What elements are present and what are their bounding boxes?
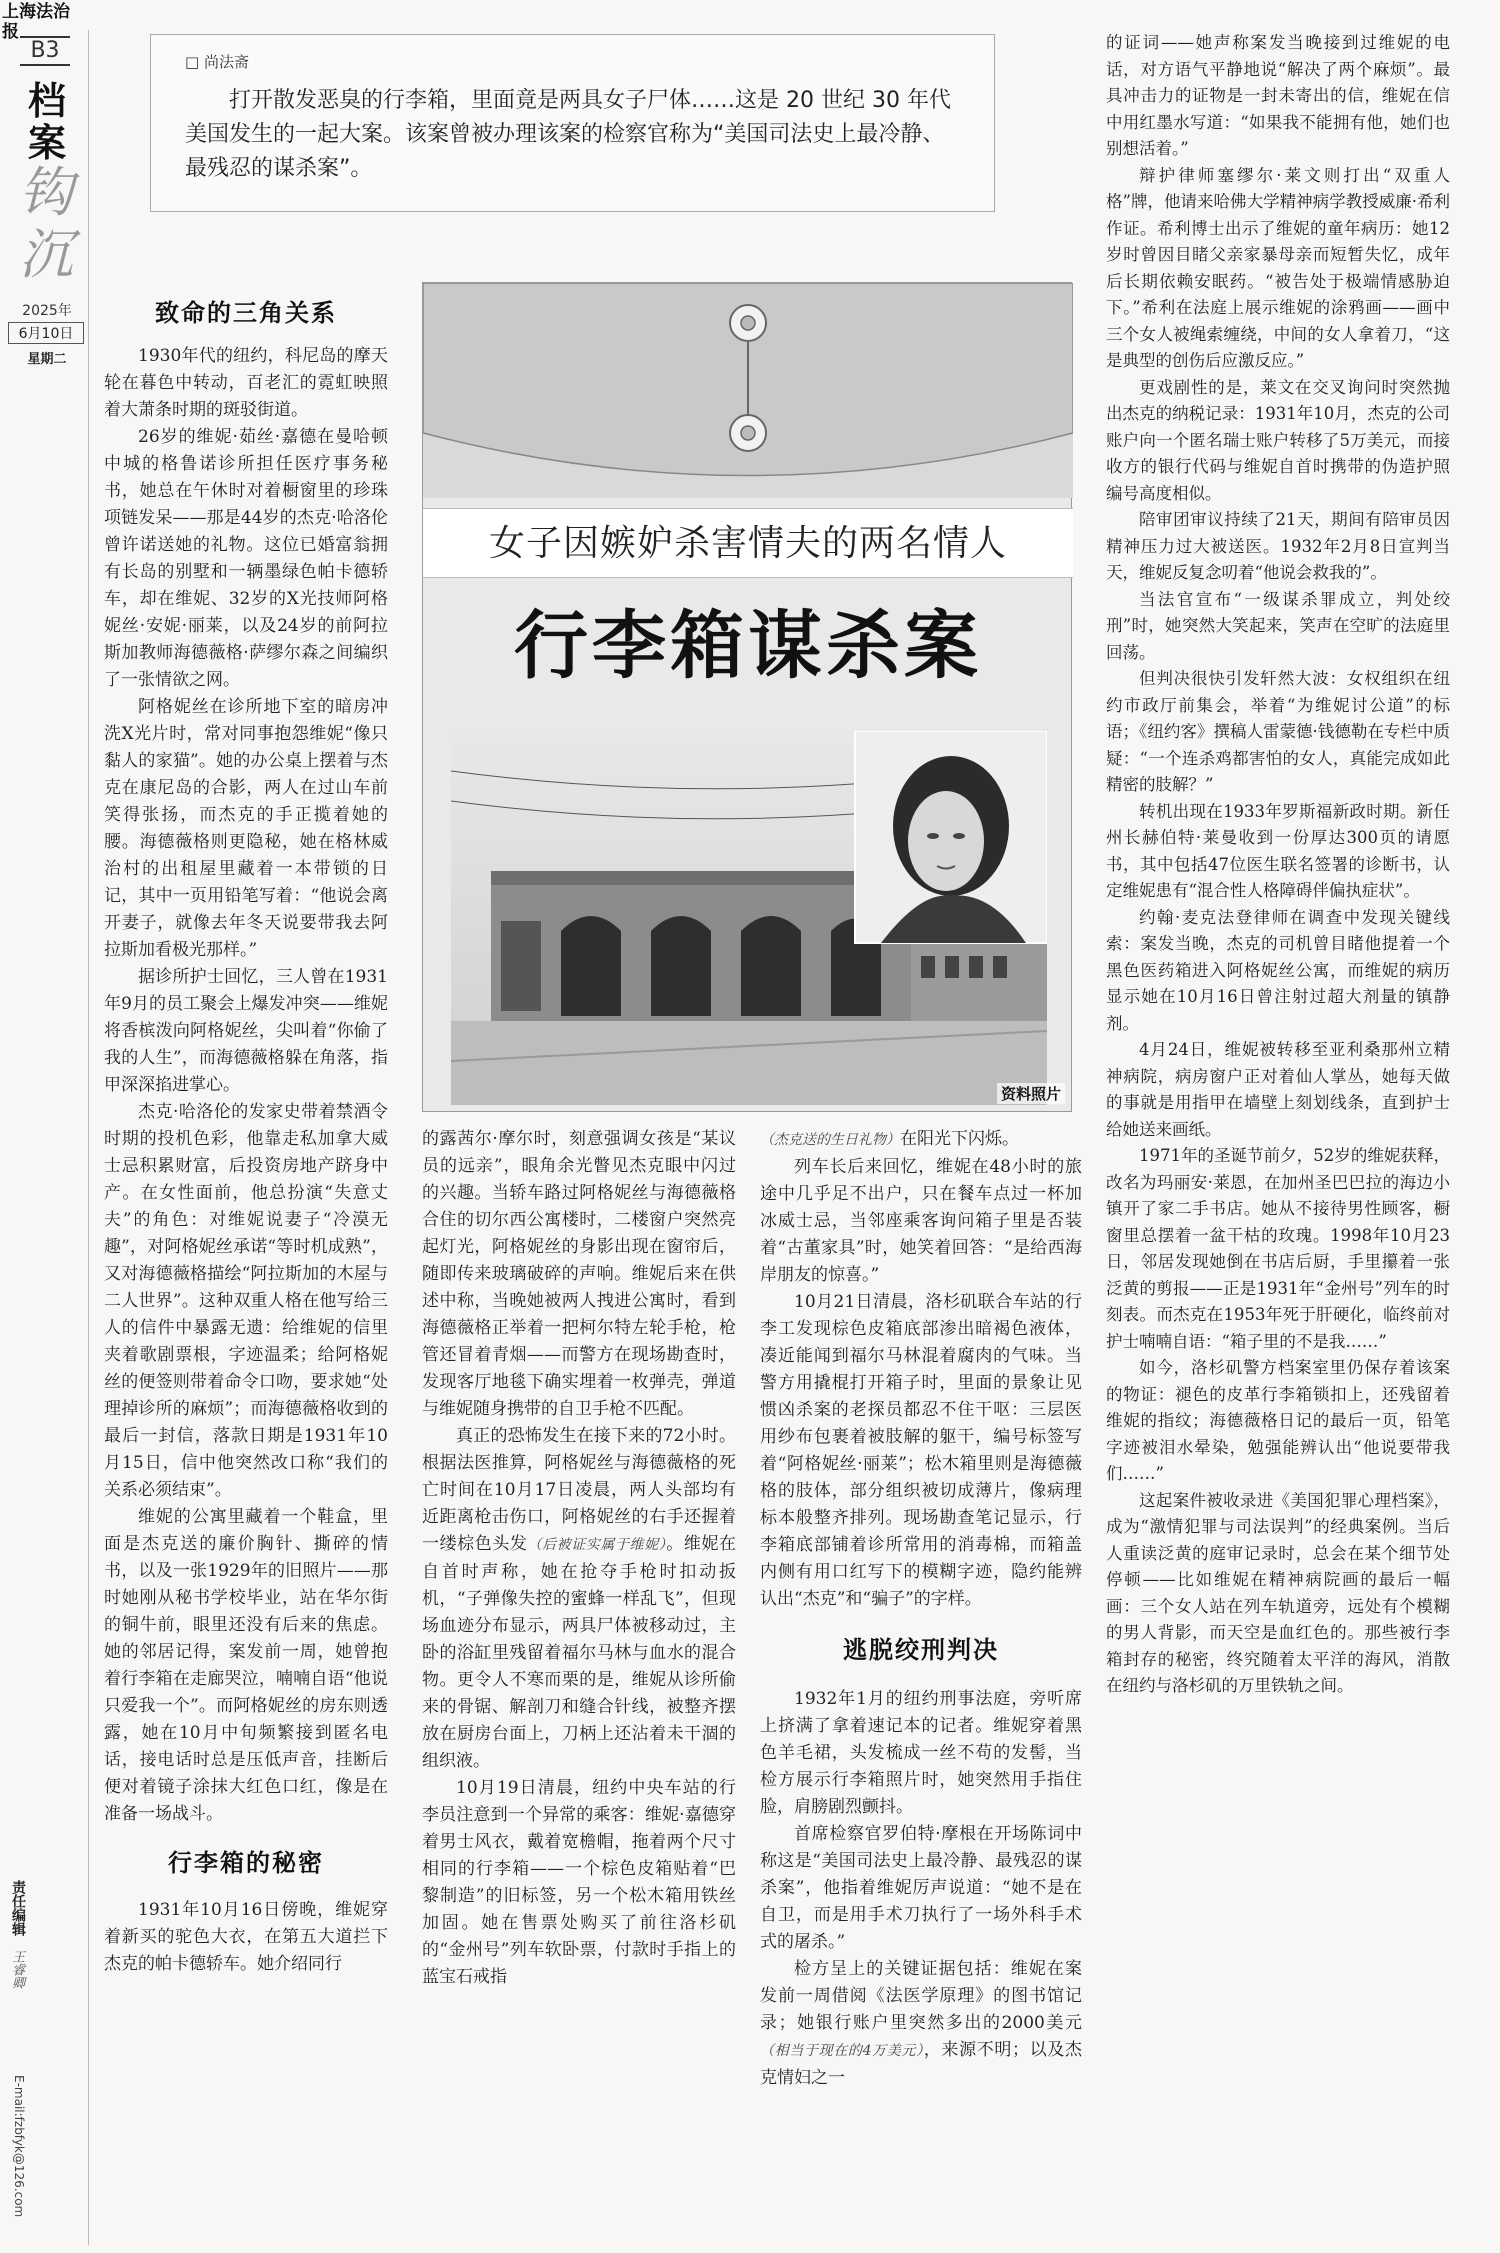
paragraph: 10月19日清晨，纽约中央车站的行李员注意到一个异常的乘客：维妮·嘉德穿着男士风衣，戴着宽檐帽，拖着两个尺寸相同的行李箱——一个棕色皮箱贴着“巴黎制造”的旧标签，另一个松木箱用铁丝加固。她在售票处购买了前往洛杉矶的“金州号”列车软卧票，付款时手指上的蓝宝石戒指: [422, 1778, 736, 1987]
paragraph: 如今，洛杉矶警方档案室里仍保存着该案的物证：褪色的皮革行李箱锁扣上，还残留着维妮的指纹；海德薇格日记的最后一页，铅笔字迹被泪水晕染，勉强能辨认出“他说要带我们……”: [1106, 1358, 1450, 1483]
paragraph: 辩护律师塞缪尔·莱文则打出“双重人格”牌，他请来哈佛大学精神病学教授威廉·希利作证。希利博士出示了维妮的童年病历：她12岁时曾因目睹父亲家暴母亲而短暂失忆，成年后长期依赖安眠药。“被告处于极端情感胁迫下。”希利在法庭上展示维妮的涂鸦画——画中三个女人被绳索缠绕，中间的女人拿着刀，“这是典型的创伤后应激反应。”: [1106, 165, 1450, 370]
editor-name: 王睿卿: [9, 1950, 24, 1989]
paragraph: 列车长后来回忆，维妮在48小时的旅途中几乎足不出户，只在餐车点过一杯加冰威士忌，当邻座乘客询问箱子里是否装着“古董家具”时，她笑着回答：“是给西海岸朋友的惊喜。”: [760, 1157, 1082, 1285]
page-number: B3: [20, 36, 70, 66]
paragraph: 杰克·哈洛伦的发家史带着禁酒令时期的投机色彩，他靠走私加拿大威士忌积累财富，后投资房地产跻身中产。在女性面前，他总扮演“失意丈夫”的角色：对维妮说妻子“冷漠无趣”，对阿格妮丝承诺“等时机成熟”，又对海德薇格描绘“阿拉斯加的木屋与二人世界”。这种双重人格在他写给三人的信件中暴露无遗：给维妮的信里夹着歌剧票根，字迹温柔；给阿格妮丝的便签则带着命令口吻，要求她“处理掉诊所的麻烦”；而海德薇格收到的最后一封信，落款日期是1931年10月15日，信中他突然改口称“我们的关系必须结束”。: [104, 1102, 388, 1500]
section-title: 档案: [27, 78, 66, 165]
note: （相当于现在的4万美元）: [760, 2043, 924, 2059]
paragraph: 陪审团审议持续了21天，期间有陪审员因精神压力过大被送医。1932年2月8日宣判当天，维妮反复念叨着“他说会救我的”。: [1106, 510, 1450, 582]
paragraph: 约翰·麦克法登律师在调查中发现关键线索：案发当晚，杰克的司机曾目睹他提着一个黑色医药箱进入阿格妮丝公寓，而维妮的病历显示她在10月16日曾注射过超大剂量的镇静剂。: [1106, 907, 1450, 1033]
paragraph: [422, 1423, 736, 1775]
paragraph: 的露茜尔·摩尔时，刻意强调女孩是“某议员的远亲”，眼角余光瞥见杰克眼中闪过的兴趣。当轿车路过阿格妮丝与海德薇格合住的切尔西公寓楼时，二楼窗户突然亮起灯光，阿格妮丝的身影出现在窗帘后，随即传来玻璃破碎的声响。维妮后来在供述中称，当晚她被两人拽进公寓时，看到海德薇格正举着一把柯尔特左轮手枪，枪管还冒着青烟——而警方在现场勘查时，发现客厅地毯下确实埋着一枚弹壳，弹道与维妮随身携带的自卫手枪不匹配。: [422, 1129, 736, 1419]
paragraph: [760, 1956, 1082, 2092]
station-photo: [451, 731, 1047, 1105]
editor-label: 责任编辑: [10, 1880, 26, 1936]
paragraph: 1930年代的纽约，科尼岛的摩天轮在暮色中转动，百老汇的霓虹映照着大萧条时期的斑驳街道。: [104, 346, 388, 420]
paragraph-text: 检方呈上的关键证据包括：维妮在案发前一周借阅《法医学原理》的图书馆记录；她银行账户里突然多出的2000美元: [760, 1959, 1082, 2033]
paragraph: 阿格妮丝在诊所地下室的暗房冲洗X光片时，常对同事抱怨维妮“像只黏人的家猫”。她的办公桌上摆着与杰克在康尼岛的合影，两人在过山车前笑得张扬，而杰克的手正揽着她的腰。海德薇格则更隐秘，她在格林威治村的出租屋里藏着一本带锁的日记，其中一页用铅笔写着：“他说会离开妻子，就像去年冬天说要带我去阿拉斯加看极光那样。”: [104, 697, 388, 960]
column-2: [422, 1126, 736, 1991]
paragraph-text: 在阳光下闪烁。: [900, 1129, 1019, 1149]
section-subtitle: 钩沉: [19, 161, 73, 286]
date-day: 6月10日: [8, 322, 84, 344]
paragraph: 1932年1月的纽约刑事法庭，旁听席上挤满了拿着速记本的记者。维妮穿着黑色羊毛裙，头发梳成一丝不苟的发髻，当检方展示行李箱照片时，她突然用手指住脸，肩膀剧烈颤抖。: [760, 1689, 1082, 1817]
intro-text: 打开散发恶臭的行李箱，里面竟是两具女子尸体……这是 20 世纪 30 年代美国发生的一起大案。该案曾被办理该案的检察官称为“美国司法史上最冷静、最残忍的谋杀案”。: [185, 88, 951, 181]
paragraph: 维妮的公寓里藏着一个鞋盒，里面是杰克送的廉价胸针、撕碎的情书，以及一张1929年的旧照片——那时她刚从秘书学校毕业，站在华尔街的铜牛前，眼里还没有后来的焦虑。她的邻居记得，案发前一周，她曾抱着行李箱在走廊哭泣，喃喃自语“他说只爱我一个”。而阿格妮丝的房东则透露，她在10月中旬频繁接到匿名电话，接电话时总是压低声音，挂断后便对着镜子涂抹大红色口红，像是在准备一场战斗。: [104, 1507, 388, 1824]
paragraph: 当法官宣布“一级谋杀罪成立，判处绞刑”时，她突然大笑起来，笑声在空旷的法庭里回荡。: [1106, 589, 1450, 662]
intro-box: [150, 34, 995, 212]
paragraph: [760, 1126, 1082, 1154]
envelope-illustration: [423, 283, 1073, 498]
paragraph: 但判决很快引发轩然大波：女权组织在纽约市政厅前集会，举着“为维妮讨公道”的标语；《纽约客》撰稿人雷蒙德·钱德勒在专栏中质疑：“一个连杀鸡都害怕的女人，真能完成如此精密的肢解？”: [1106, 669, 1450, 794]
paragraph: 这起案件被收录进《美国犯罪心理档案》，成为“激情犯罪与司法误判”的经典案例。当后人重读泛黄的庭审记录时，总会在某个细节处停顿——比如维妮在精神病院画的最后一幅画：三个女人站在列车轨道旁，远处有个模糊的男人背影，而天空是血红色的。那些被行李箱封存的秘密，终究随着太平洋的海风，消散在纽约与洛杉矶的万里铁轨之间。: [1106, 1490, 1450, 1695]
paragraph: 据诊所护士回忆，三人曾在1931年9月的员工聚会上爆发冲突——维妮将香槟泼向阿格妮丝，尖叫着“你偷了我的人生”，而海德薇格躲在角落，指甲深深掐进掌心。: [104, 967, 388, 1095]
column-1: [104, 300, 388, 1978]
note: （杰克送的生日礼物）: [760, 1132, 900, 1148]
heading-suitcase-secret: 行李箱的秘密: [168, 1849, 324, 1877]
column-divider: [88, 30, 89, 2245]
heading-escape-hanging: 逃脱绞刑判决: [843, 1636, 999, 1664]
paragraph-text: ，来源不明；以及杰克情妇之一: [760, 2040, 1082, 2088]
weekday: 星期二: [27, 352, 67, 367]
note: （后被证实属于维妮）: [527, 1537, 667, 1553]
paragraph: 26岁的维妮·茹丝·嘉德在曼哈顿中城的格鲁诺诊所担任医疗事务秘书，她总在午休时对着橱窗里的珍珠项链发呆——那是44岁的杰克·哈洛伦曾许诺送她的礼物。这位已婚富翁拥有长岛的别墅和一辆墨绿色帕卡德轿车，却在维妮、32岁的X光技师阿格妮丝·安妮·丽莱，以及24岁的前阿拉斯加教师海德薇格·萨缪尔森之间编织了一张情欲之网。: [104, 427, 388, 690]
date-year: 2025年: [22, 303, 72, 319]
paragraph: 更戏剧性的是，莱文在交叉询问时突然抛出杰克的纳税记录：1931年10月，杰克的公司账户向一个匿名瑞士账户转移了5万美元，而接收方的银行代码与维妮自首时携带的伪造护照编号高度相似。: [1106, 377, 1450, 503]
paragraph-text: 。维妮在自首时声称，她在抢夺手枪时扣动扳机，“子弹像失控的蜜蜂一样乱飞”，但现场血迹分布显示，两具尸体被移动过，主卧的浴缸里残留着福尔马林与血水的混合物。更令人不寒而栗的是，维妮从诊所偷来的骨锯、解剖刀和缝合针线，被整齐摆放在厨房台面上，刀柄上还沾着未干涸的组织液。: [422, 1534, 737, 1771]
editor-email: E-mail:fzbfyk@126.com: [12, 2075, 26, 2218]
feature-main-title: 行李箱谋杀案: [514, 603, 982, 689]
paragraph: 的证词——她声称案发当晚接到过维妮的电话，对方语气平静地说“解决了两个麻烦”。最具冲击力的证物是一封未寄出的信，维妮在信中用红墨水写道：“如果我不能拥有他，她们也别想活着。”: [1106, 33, 1450, 158]
paragraph: 1971年的圣诞节前夕，52岁的维妮获释，改名为玛丽安·莱恩，在加州圣巴巴拉的海边小镇开了家二手书店。她从不接待男性顾客，橱窗里总摆着一盆干枯的玫瑰。1998年10月23日，邻居发现她倒在书店后厨，手里攥着一张泛黄的剪报——正是1931年“金州号”列车的时刻表。而杰克在1953年死于肝硬化，临终前对护士喃喃自语：“箱子里的不是我……”: [1106, 1146, 1450, 1351]
paragraph: 10月21日清晨，洛杉矶联合车站的行李工发现棕色皮箱底部渗出暗褐色液体，凑近能闻到福尔马林混着腐肉的气味。当警方用撬棍打开箱子时，里面的景象让见惯凶杀案的老探员都忍不住干呕：三层医用纱布包裹着被肢解的躯干，编号标签写着“阿格妮丝·丽莱”；松木箱里则是海德薇格的肢体，部分组织被切成薄片，像病理标本般整齐排列。现场勘查笔记显示，行李箱底部铺着诊所常用的消毒棉，而箱盖内侧有用口红写下的模糊字迹，隐约能辨认出“杰克”和“骗子”的字样。: [760, 1292, 1082, 1609]
feature-title-block: [422, 282, 1072, 1112]
paper-name: 上海法治报: [2, 2, 70, 42]
heading-fatal-triangle: 致命的三角关系: [155, 299, 337, 327]
paragraph: 转机出现在1933年罗斯福新政时期。新任州长赫伯特·莱曼收到一份厚达300页的请愿书，其中包括47位医生联名签署的诊断书，认定维妮患有“混合性人格障碍伴偏执症状”。: [1106, 801, 1450, 900]
column-4: [1106, 30, 1450, 1700]
paragraph: 首席检察官罗伯特·摩根在开场陈词中称这是“美国司法史上最冷静、最残忍的谋杀案”，他指着维妮厉声说道：“她不是在自卫，而是用手术刀执行了一场外科手术式的屠杀。”: [760, 1824, 1082, 1952]
photo-caption: 资料照片: [997, 1083, 1065, 1104]
column-3: [760, 1126, 1082, 2092]
paragraph: 1931年10月16日傍晚，维妮穿着新买的驼色大衣，在第五大道拦下杰克的帕卡德轿车。她介绍同行: [104, 1900, 388, 1974]
paragraph-text: 真正的恐怖发生在接下来的72小时。根据法医推算，阿格妮丝与海德薇格的死亡时间在10月17日凌晨，两人头部均有近距离枪击伤口，阿格妮丝的右手还握着一缕棕色头发: [422, 1426, 736, 1554]
paragraph: 4月24日，维妮被转移至亚利桑那州立精神病院，病房窗户正对着仙人掌丛，她每天做的事就是用指甲在墙壁上刻划线条，直到护士给她送来画纸。: [1106, 1040, 1450, 1139]
feature-subtitle: 女子因嫉妒杀害情夫的两名情人: [423, 508, 1073, 578]
byline: □ 尚法斋: [185, 53, 249, 71]
